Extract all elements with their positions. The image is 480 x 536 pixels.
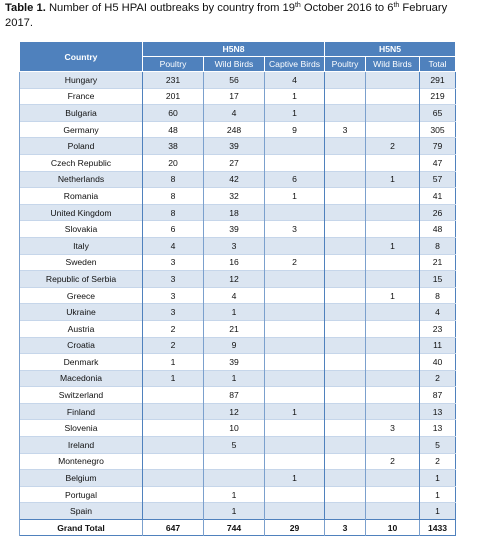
cell-h5n8-wild-birds: 4 bbox=[204, 105, 265, 122]
cell-total: 79 bbox=[420, 138, 456, 155]
cell-h5n8-poultry: 4 bbox=[143, 237, 204, 254]
table-row bbox=[20, 387, 456, 404]
cell-h5n5-poultry bbox=[325, 204, 366, 221]
cell-h5n8-captive-birds bbox=[265, 204, 325, 221]
cell-h5n8-poultry: 2 bbox=[143, 320, 204, 337]
cell-country: Spain bbox=[20, 503, 143, 520]
cell-h5n8-captive-birds bbox=[265, 420, 325, 437]
cell-h5n8-captive-birds: 9 bbox=[265, 121, 325, 138]
table-body bbox=[20, 72, 456, 520]
table-row bbox=[20, 72, 456, 89]
cell-total: 5 bbox=[420, 437, 456, 454]
cell-h5n5-wild-birds bbox=[366, 121, 420, 138]
subheader-h5n8-captive-birds: Captive Birds bbox=[265, 57, 325, 72]
cell-h5n5-poultry bbox=[325, 437, 366, 454]
cell-h5n8-captive-birds: 1 bbox=[265, 188, 325, 205]
table-row bbox=[20, 354, 456, 371]
cell-h5n8-captive-birds bbox=[265, 154, 325, 171]
cell-h5n5-wild-birds bbox=[366, 370, 420, 387]
cell-h5n8-captive-birds bbox=[265, 503, 325, 520]
cell-h5n8-wild-birds: 3 bbox=[204, 237, 265, 254]
cell-h5n8-captive-birds: 2 bbox=[265, 254, 325, 271]
cell-h5n5-wild-birds bbox=[366, 105, 420, 122]
cell-country: Ukraine bbox=[20, 304, 143, 321]
subheader-total: Total bbox=[420, 57, 456, 72]
cell-h5n8-captive-birds: 1 bbox=[265, 403, 325, 420]
cell-total: 8 bbox=[420, 237, 456, 254]
cell-h5n5-poultry: 3 bbox=[325, 121, 366, 138]
cell-country: Poland bbox=[20, 138, 143, 155]
cell-h5n8-captive-birds bbox=[265, 437, 325, 454]
cell-total: 1 bbox=[420, 486, 456, 503]
table-row bbox=[20, 486, 456, 503]
cell-h5n8-wild-birds: 32 bbox=[204, 188, 265, 205]
cell-country: Belgium bbox=[20, 470, 143, 487]
cell-h5n8-captive-birds bbox=[265, 237, 325, 254]
table-row bbox=[20, 171, 456, 188]
table-row bbox=[20, 337, 456, 354]
cell-h5n8-poultry bbox=[143, 403, 204, 420]
table-row bbox=[20, 221, 456, 238]
cell-country: Finland bbox=[20, 403, 143, 420]
cell-h5n8-wild-birds: 39 bbox=[204, 138, 265, 155]
cell-h5n8-wild-birds: 1 bbox=[204, 304, 265, 321]
cell-h5n8-captive-birds bbox=[265, 354, 325, 371]
cell-h5n8-wild-birds: 1 bbox=[204, 486, 265, 503]
cell-h5n8-wild-birds: 5 bbox=[204, 437, 265, 454]
cell-h5n5-wild-birds bbox=[366, 254, 420, 271]
cell-h5n5-poultry bbox=[325, 171, 366, 188]
cell-country: Denmark bbox=[20, 354, 143, 371]
cell-h5n8-wild-birds: 27 bbox=[204, 154, 265, 171]
cell-h5n8-wild-birds bbox=[204, 470, 265, 487]
cell-country: Portugal bbox=[20, 486, 143, 503]
cell-h5n8-poultry bbox=[143, 387, 204, 404]
grand-total-row bbox=[20, 520, 456, 536]
cell-h5n8-poultry: 3 bbox=[143, 304, 204, 321]
cell-country: United Kingdom bbox=[20, 204, 143, 221]
cell-h5n8-wild-birds: 39 bbox=[204, 221, 265, 238]
table-row bbox=[20, 88, 456, 105]
table-row bbox=[20, 453, 456, 470]
cell-total: 23 bbox=[420, 320, 456, 337]
cell-h5n8-wild-birds: 1 bbox=[204, 503, 265, 520]
cell-h5n8-captive-birds bbox=[265, 337, 325, 354]
h5n5-group-header: H5N5 bbox=[325, 42, 456, 57]
cell-h5n8-wild-birds: 4 bbox=[204, 287, 265, 304]
cell-h5n8-wild-birds: 18 bbox=[204, 204, 265, 221]
cell-h5n8-captive-birds bbox=[265, 387, 325, 404]
cell-h5n8-captive-birds bbox=[265, 370, 325, 387]
table-row bbox=[20, 370, 456, 387]
table-row bbox=[20, 420, 456, 437]
table-row bbox=[20, 138, 456, 155]
cell-h5n8-poultry bbox=[143, 470, 204, 487]
cell-country: Switzerland bbox=[20, 387, 143, 404]
cell-h5n8-captive-birds bbox=[265, 271, 325, 288]
caption-label: Table 1. bbox=[5, 2, 46, 14]
cell-country: Ireland bbox=[20, 437, 143, 454]
cell-h5n5-poultry bbox=[325, 320, 366, 337]
cell-h5n5-poultry bbox=[325, 370, 366, 387]
cell-h5n5-wild-birds bbox=[366, 154, 420, 171]
cell-total: 2 bbox=[420, 453, 456, 470]
cell-h5n8-wild-birds: 9 bbox=[204, 337, 265, 354]
cell-h5n8-poultry bbox=[143, 486, 204, 503]
subheader-h5n8-poultry: Poultry bbox=[143, 57, 204, 72]
cell-h5n5-poultry bbox=[325, 470, 366, 487]
table-row bbox=[20, 437, 456, 454]
cell-total: 219 bbox=[420, 88, 456, 105]
table-row bbox=[20, 470, 456, 487]
cell-h5n8-wild-birds: 10 bbox=[204, 420, 265, 437]
cell-total: 4 bbox=[420, 304, 456, 321]
cell-total: 13 bbox=[420, 403, 456, 420]
table-row bbox=[20, 403, 456, 420]
table-row bbox=[20, 304, 456, 321]
caption-text-2: October 2016 to 6 bbox=[300, 2, 394, 14]
cell-country: Sweden bbox=[20, 254, 143, 271]
cell-h5n5-wild-birds bbox=[366, 354, 420, 371]
table-row bbox=[20, 105, 456, 122]
cell-h5n8-poultry bbox=[143, 503, 204, 520]
grand-total-total: 1433 bbox=[420, 520, 456, 536]
cell-h5n8-poultry: 3 bbox=[143, 271, 204, 288]
grand-total-h5n5-poultry: 3 bbox=[325, 520, 366, 536]
cell-h5n5-poultry bbox=[325, 254, 366, 271]
cell-h5n8-poultry: 3 bbox=[143, 254, 204, 271]
cell-h5n5-wild-birds bbox=[366, 503, 420, 520]
cell-total: 1 bbox=[420, 503, 456, 520]
cell-h5n5-wild-birds bbox=[366, 387, 420, 404]
cell-total: 11 bbox=[420, 337, 456, 354]
cell-h5n5-poultry bbox=[325, 138, 366, 155]
table-footer bbox=[20, 520, 456, 536]
cell-country: Romania bbox=[20, 188, 143, 205]
cell-h5n5-wild-birds bbox=[366, 403, 420, 420]
cell-country: Germany bbox=[20, 121, 143, 138]
cell-h5n5-poultry bbox=[325, 337, 366, 354]
cell-h5n5-wild-birds bbox=[366, 271, 420, 288]
cell-country: Montenegro bbox=[20, 453, 143, 470]
cell-h5n5-wild-birds bbox=[366, 304, 420, 321]
cell-total: 21 bbox=[420, 254, 456, 271]
cell-h5n8-poultry: 2 bbox=[143, 337, 204, 354]
cell-h5n8-wild-birds: 42 bbox=[204, 171, 265, 188]
cell-total: 291 bbox=[420, 72, 456, 89]
cell-total: 8 bbox=[420, 287, 456, 304]
cell-total: 13 bbox=[420, 420, 456, 437]
table-row bbox=[20, 271, 456, 288]
cell-h5n5-wild-birds bbox=[366, 486, 420, 503]
cell-h5n5-poultry bbox=[325, 221, 366, 238]
cell-h5n5-poultry bbox=[325, 72, 366, 89]
cell-h5n5-wild-birds bbox=[366, 320, 420, 337]
cell-country: Macedonia bbox=[20, 370, 143, 387]
cell-total: 2 bbox=[420, 370, 456, 387]
cell-country: Italy bbox=[20, 237, 143, 254]
cell-h5n5-wild-birds: 1 bbox=[366, 237, 420, 254]
table-row bbox=[20, 204, 456, 221]
cell-country: France bbox=[20, 88, 143, 105]
country-header: Country bbox=[20, 42, 143, 72]
cell-h5n8-poultry: 6 bbox=[143, 221, 204, 238]
cell-h5n8-poultry: 8 bbox=[143, 204, 204, 221]
table-caption bbox=[5, 1, 475, 31]
cell-h5n5-wild-birds bbox=[366, 88, 420, 105]
cell-country: Netherlands bbox=[20, 171, 143, 188]
cell-h5n5-poultry bbox=[325, 486, 366, 503]
cell-h5n8-poultry bbox=[143, 453, 204, 470]
cell-h5n8-poultry: 231 bbox=[143, 72, 204, 89]
cell-h5n8-wild-birds: 1 bbox=[204, 370, 265, 387]
cell-h5n5-wild-birds bbox=[366, 470, 420, 487]
table-header bbox=[20, 42, 456, 72]
cell-h5n8-wild-birds bbox=[204, 453, 265, 470]
cell-h5n8-wild-birds: 87 bbox=[204, 387, 265, 404]
subheader-h5n8-wild-birds: Wild Birds bbox=[204, 57, 265, 72]
cell-h5n8-poultry: 1 bbox=[143, 354, 204, 371]
cell-h5n8-poultry: 60 bbox=[143, 105, 204, 122]
cell-h5n8-captive-birds: 4 bbox=[265, 72, 325, 89]
cell-h5n8-captive-birds: 1 bbox=[265, 470, 325, 487]
cell-country: Bulgaria bbox=[20, 105, 143, 122]
cell-h5n5-wild-birds: 1 bbox=[366, 171, 420, 188]
cell-h5n8-captive-birds: 1 bbox=[265, 105, 325, 122]
cell-total: 47 bbox=[420, 154, 456, 171]
cell-total: 41 bbox=[420, 188, 456, 205]
h5n8-group-header: H5N8 bbox=[143, 42, 325, 57]
cell-h5n8-wild-birds: 39 bbox=[204, 354, 265, 371]
cell-h5n8-poultry: 201 bbox=[143, 88, 204, 105]
cell-h5n5-poultry bbox=[325, 271, 366, 288]
cell-country: Republic of Serbia bbox=[20, 271, 143, 288]
cell-h5n8-wild-birds: 56 bbox=[204, 72, 265, 89]
cell-h5n5-wild-birds bbox=[366, 221, 420, 238]
cell-h5n8-poultry bbox=[143, 437, 204, 454]
cell-total: 26 bbox=[420, 204, 456, 221]
cell-h5n8-poultry: 8 bbox=[143, 188, 204, 205]
cell-h5n5-wild-birds: 2 bbox=[366, 453, 420, 470]
table-row bbox=[20, 154, 456, 171]
cell-h5n8-poultry: 38 bbox=[143, 138, 204, 155]
cell-h5n5-poultry bbox=[325, 154, 366, 171]
cell-h5n8-captive-birds bbox=[265, 304, 325, 321]
cell-h5n8-wild-birds: 17 bbox=[204, 88, 265, 105]
cell-h5n5-poultry bbox=[325, 237, 366, 254]
table-row bbox=[20, 121, 456, 138]
cell-total: 65 bbox=[420, 105, 456, 122]
table-row bbox=[20, 237, 456, 254]
cell-h5n8-wild-birds: 21 bbox=[204, 320, 265, 337]
cell-country: Hungary bbox=[20, 72, 143, 89]
cell-h5n8-wild-birds: 16 bbox=[204, 254, 265, 271]
caption-sup-1: th bbox=[294, 2, 301, 9]
table-row bbox=[20, 287, 456, 304]
cell-country: Czech Republic bbox=[20, 154, 143, 171]
cell-h5n8-wild-birds: 248 bbox=[204, 121, 265, 138]
cell-h5n8-captive-birds bbox=[265, 138, 325, 155]
subheader-h5n5-poultry: Poultry bbox=[325, 57, 366, 72]
cell-country: Austria bbox=[20, 320, 143, 337]
cell-h5n8-captive-birds bbox=[265, 486, 325, 503]
cell-h5n5-wild-birds bbox=[366, 204, 420, 221]
cell-h5n8-poultry: 8 bbox=[143, 171, 204, 188]
cell-h5n8-poultry: 20 bbox=[143, 154, 204, 171]
cell-country: Croatia bbox=[20, 337, 143, 354]
cell-total: 1 bbox=[420, 470, 456, 487]
cell-h5n5-wild-birds bbox=[366, 72, 420, 89]
cell-h5n5-poultry bbox=[325, 453, 366, 470]
cell-h5n5-wild-birds bbox=[366, 188, 420, 205]
cell-h5n8-captive-birds: 3 bbox=[265, 221, 325, 238]
grand-total-h5n8-poultry: 647 bbox=[143, 520, 204, 536]
cell-h5n5-poultry bbox=[325, 88, 366, 105]
grand-total-h5n8-captive: 29 bbox=[265, 520, 325, 536]
cell-h5n5-poultry bbox=[325, 387, 366, 404]
cell-h5n5-poultry bbox=[325, 503, 366, 520]
cell-h5n5-wild-birds bbox=[366, 337, 420, 354]
cell-h5n8-captive-birds bbox=[265, 287, 325, 304]
table-row bbox=[20, 188, 456, 205]
cell-total: 305 bbox=[420, 121, 456, 138]
cell-total: 48 bbox=[420, 221, 456, 238]
caption-sup-2: th bbox=[393, 2, 400, 9]
cell-total: 87 bbox=[420, 387, 456, 404]
table-row bbox=[20, 320, 456, 337]
table-row bbox=[20, 254, 456, 271]
cell-h5n5-poultry bbox=[325, 105, 366, 122]
cell-h5n5-poultry bbox=[325, 354, 366, 371]
cell-h5n5-wild-birds: 2 bbox=[366, 138, 420, 155]
cell-h5n5-wild-birds: 3 bbox=[366, 420, 420, 437]
caption-text-3: February 2017. bbox=[5, 2, 448, 29]
cell-h5n5-wild-birds bbox=[366, 437, 420, 454]
outbreaks-table bbox=[19, 41, 456, 536]
subheader-h5n5-wild-birds: Wild Birds bbox=[366, 57, 420, 72]
grand-total-h5n8-wild: 744 bbox=[204, 520, 265, 536]
cell-total: 40 bbox=[420, 354, 456, 371]
cell-country: Greece bbox=[20, 287, 143, 304]
cell-h5n8-captive-birds: 6 bbox=[265, 171, 325, 188]
cell-h5n8-captive-birds bbox=[265, 453, 325, 470]
cell-h5n5-poultry bbox=[325, 304, 366, 321]
caption-text-1: Number of H5 HPAI outbreaks by country from 19 bbox=[48, 2, 295, 14]
cell-h5n8-poultry: 3 bbox=[143, 287, 204, 304]
cell-h5n5-poultry bbox=[325, 420, 366, 437]
grand-total-h5n5-wild: 10 bbox=[366, 520, 420, 536]
cell-h5n8-poultry: 1 bbox=[143, 370, 204, 387]
cell-h5n8-captive-birds: 1 bbox=[265, 88, 325, 105]
cell-total: 57 bbox=[420, 171, 456, 188]
table-row bbox=[20, 503, 456, 520]
cell-country: Slovakia bbox=[20, 221, 143, 238]
cell-h5n8-poultry bbox=[143, 420, 204, 437]
cell-total: 15 bbox=[420, 271, 456, 288]
cell-h5n8-poultry: 48 bbox=[143, 121, 204, 138]
cell-h5n8-wild-birds: 12 bbox=[204, 403, 265, 420]
cell-h5n5-poultry bbox=[325, 188, 366, 205]
cell-h5n8-wild-birds: 12 bbox=[204, 271, 265, 288]
cell-h5n5-poultry bbox=[325, 287, 366, 304]
cell-h5n5-poultry bbox=[325, 403, 366, 420]
cell-country: Slovenia bbox=[20, 420, 143, 437]
cell-h5n5-wild-birds: 1 bbox=[366, 287, 420, 304]
grand-total-label: Grand Total bbox=[20, 520, 143, 536]
cell-h5n8-captive-birds bbox=[265, 320, 325, 337]
